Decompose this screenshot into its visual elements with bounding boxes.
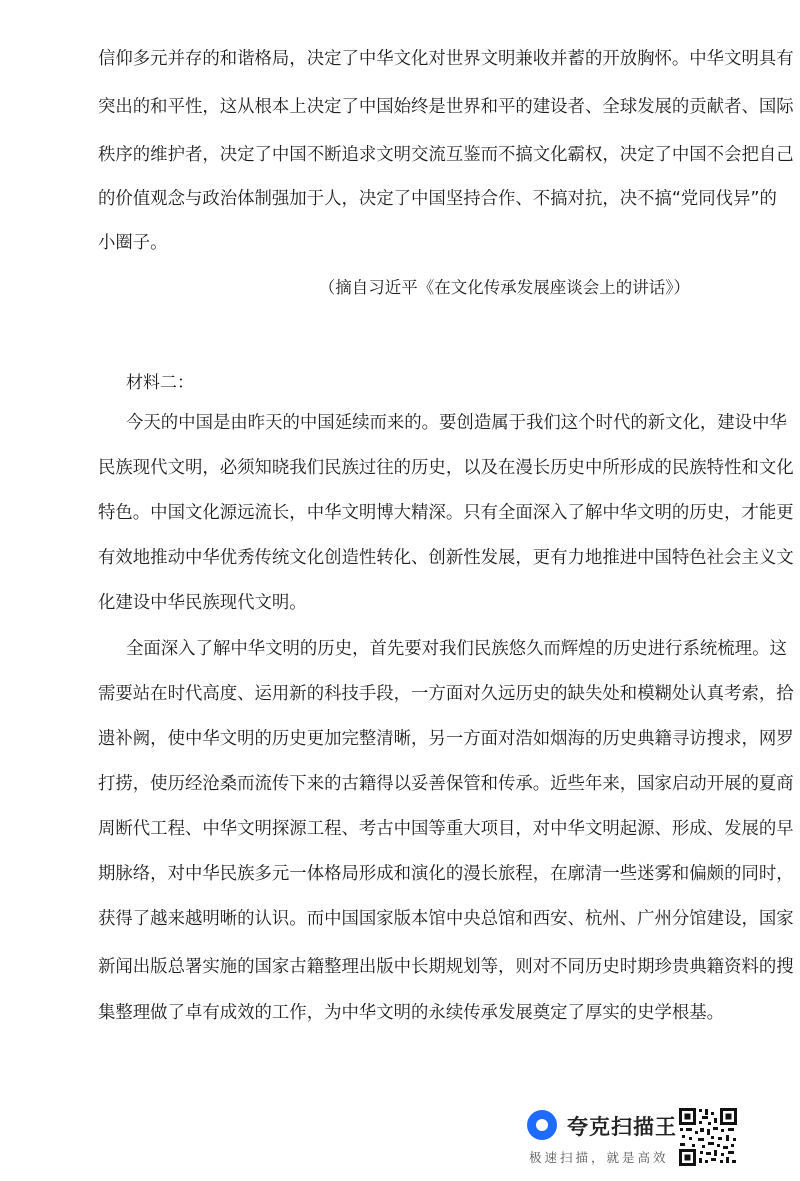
- scanner-watermark: [527, 1106, 777, 1168]
- paragraph-line: 遗补阙，使中华文明的历史更加完整清晰，另一方面对浩如烟海的历史典籍寻访搜求，网罗: [98, 729, 794, 749]
- paragraph-line: 集整理做了卓有成效的工作，为中华文明的永续传承发展奠定了厚实的史学根基。: [98, 1003, 725, 1023]
- paragraph-line: 需要站在时代高度、运用新的科技手段，一方面对久远历史的缺失处和模糊处认真考索，拾: [98, 684, 794, 704]
- paragraph-line: 民族现代文明，必须知晓我们民族过往的历史，以及在漫长历史中所形成的民族特性和文化: [98, 458, 794, 478]
- paragraph-line: 今天的中国是由昨天的中国延续而来的。要创造属于我们这个时代的新文化，建设中华: [126, 413, 787, 433]
- paragraph-line: 周断代工程、中华文明探源工程、考古中国等重大项目，对中华文明起源、形成、发展的早: [98, 819, 794, 839]
- paragraph-line: 获得了越来越明晰的认识。而中国国家版本馆中央总馆和西安、杭州、广州分馆建设，国家: [98, 909, 794, 929]
- paragraph-line: 打捞，使历经沧桑而流传下来的古籍得以妥善保管和传承。近些年来，国家启动开展的夏商: [98, 774, 794, 794]
- citation: （摘自习近平《在文化传承发展座谈会上的讲话》）: [318, 278, 690, 297]
- text-line: 突出的和平性，这从根本上决定了中国始终是世界和平的建设者、全球发展的贡献者、国际: [98, 97, 794, 117]
- quark-logo-icon: [527, 1110, 557, 1140]
- text-line: 的价值观念与政治体制强加于人，决定了中国坚持合作、不搞对抗，决不搞“党同伐异”的: [98, 189, 777, 209]
- text-line: 信仰多元并存的和谐格局，决定了中华文化对世界文明兼收并蓄的开放胸怀。中华文明具有: [98, 49, 794, 69]
- qr-code-icon: [678, 1107, 738, 1167]
- paragraph-line: 新闻出版总署实施的国家古籍整理出版中长期规划等，则对不同历史时期珍贵典籍资料的搜: [98, 957, 794, 977]
- watermark-slogan: 极速扫描，就是高效: [529, 1150, 669, 1165]
- paragraph-line: 全面深入了解中华文明的历史，首先要对我们民族悠久而辉煌的历史进行系统梳理。这: [126, 639, 787, 659]
- text-line: 小圈子。: [98, 233, 168, 253]
- paragraph-line: 化建设中华民族现代文明。: [98, 593, 307, 613]
- paragraph-line: 期脉络，对中华民族多元一体格局形成和演化的漫长旅程，在廓清一些迷雾和偏颇的同时，: [98, 864, 794, 884]
- text-line: 秩序的维护者，决定了中国不断追求文明交流互鉴而不搞文化霸权，决定了中国不会把自己: [98, 145, 794, 165]
- material-label: 材料二：: [126, 373, 194, 393]
- paragraph-line: 有效地推动中华优秀传统文化创造性转化、创新性发展，更有力地推进中国特色社会主义文: [98, 548, 794, 568]
- watermark-brand: 夸克扫描王: [567, 1115, 677, 1139]
- paragraph-line: 特色。中国文化源远流长，中华文明博大精深。只有全面深入了解中华文明的历史，才能更: [98, 503, 794, 523]
